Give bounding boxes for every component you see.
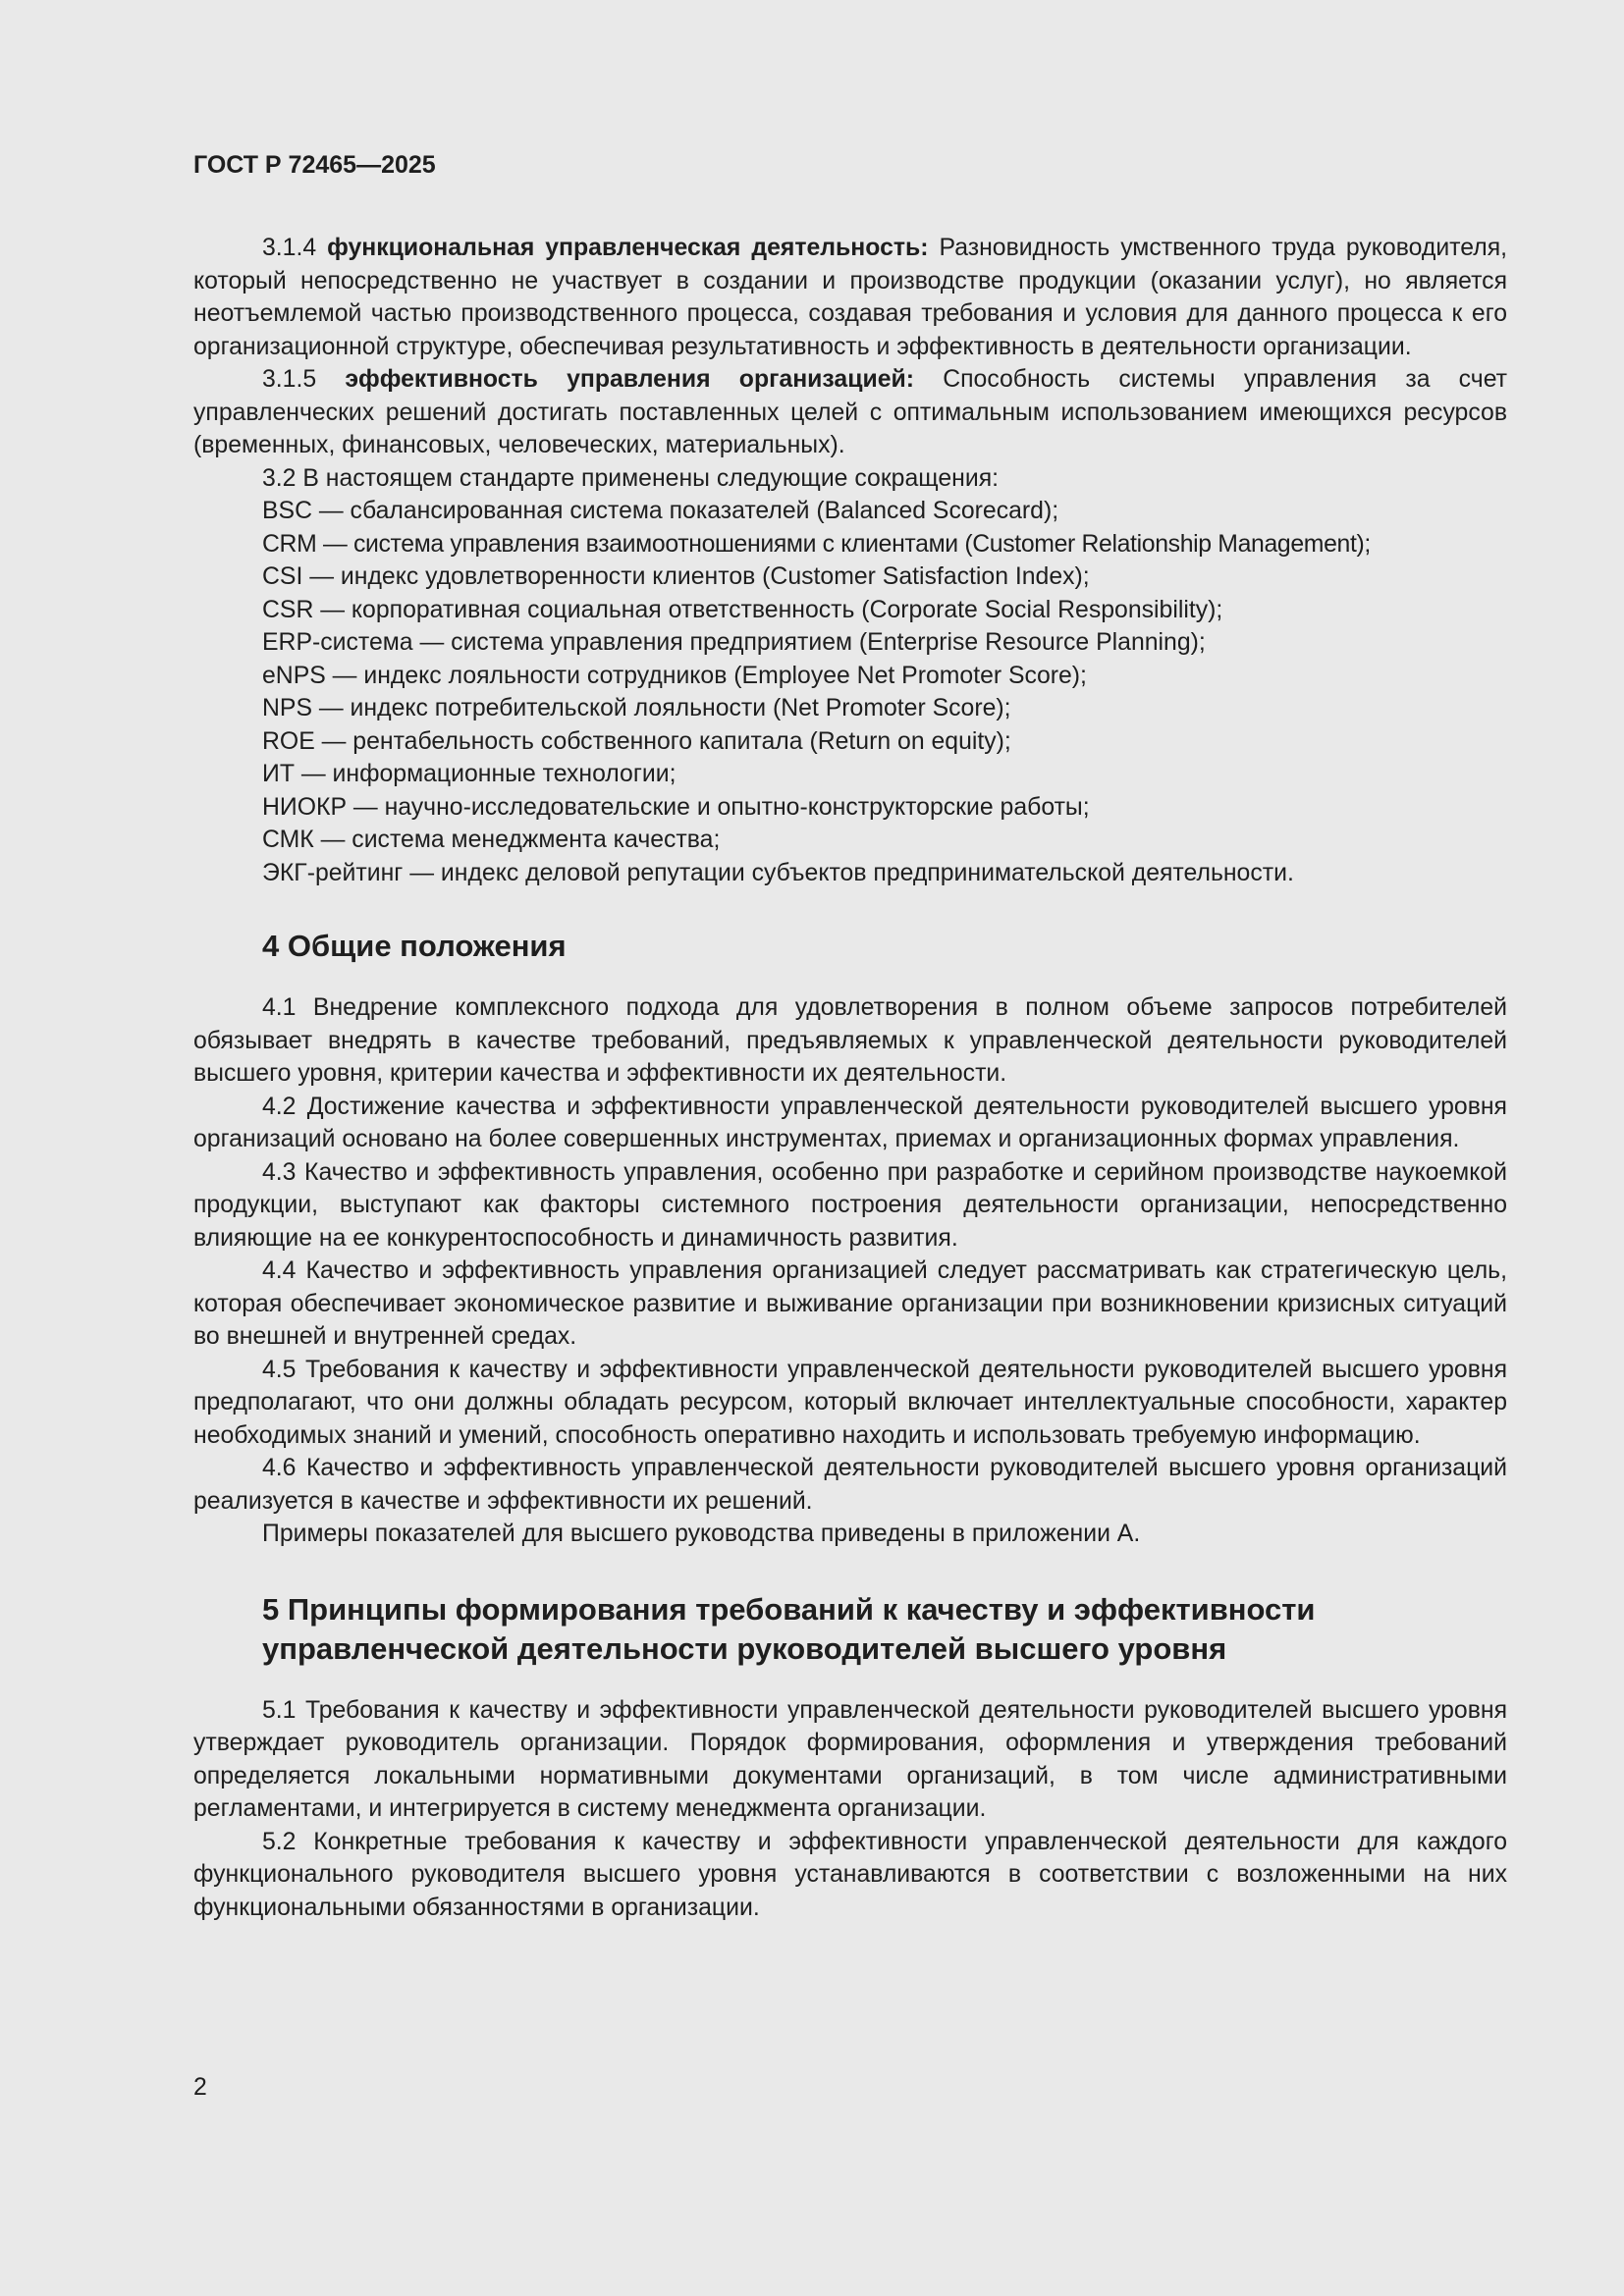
abbreviation-item: eNPS — индекс лояльности сотрудников (Employee Net Promoter Score); bbox=[262, 662, 1087, 689]
abbreviation-item: ЭКГ-рейтинг — индекс деловой репутации субъектов предпринимательской деятельности. bbox=[262, 859, 1294, 886]
definition-number: 3.1.4 bbox=[262, 235, 317, 261]
paragraph-5-1: 5.1 Требования к качеству и эффективности управленческой деятельности руководителей высшего уровня утверждает руководитель организации. Порядок формирования, оформления и утверждения требований определяется локальными нормативными документами организаций, в том числе административными регламентами, и интегрируется в систему менеджмента организации. bbox=[193, 1696, 1507, 1822]
definition-text: Способность системы управления за счет управленческих решений достигать поставленных целей с оптимальным использованием имеющихся ресурсов (временных, финансовых, человеческих, материальных). bbox=[193, 366, 1508, 458]
paragraph-appendix-note: Примеры показателей для высшего руководства приведены в приложении А. bbox=[262, 1521, 1141, 1547]
abbreviation-item: CSI — индекс удовлетворенности клиентов (Customer Satisfaction Index); bbox=[262, 563, 1090, 590]
abbreviation-item: ERP-система — система управления предприятием (Enterprise Resource Planning); bbox=[262, 629, 1206, 656]
paragraph-4-1: 4.1 Внедрение комплексного подхода для удовлетворения в полном объеме запросов потребителей обязывает внедрять в качестве требований, предъявляемых к управленческой деятельности руководителей высшего уровня, критерии качества и эффективности их деятельности. bbox=[193, 994, 1507, 1087]
definition-term: функциональная управленческая деятельность: bbox=[327, 235, 929, 261]
abbreviation-item: NPS — индекс потребительской лояльности (Net Promoter Score); bbox=[262, 695, 1011, 721]
page-number: 2 bbox=[193, 2074, 207, 2101]
abbreviation-item: CRM — система управления взаимоотношениями с клиентами (Customer Relationship Management); bbox=[262, 530, 1371, 558]
abbreviation-item: CSR — корпоративная социальная ответственность (Corporate Social Responsibility); bbox=[262, 596, 1223, 623]
section-5-title bbox=[193, 1590, 1507, 1669]
abbreviations-intro: 3.2 В настоящем стандарте применены следующие сокращения: bbox=[262, 464, 1000, 492]
section-5-title-line-1: 5 Принципы формирования требований к качеству и эффективности bbox=[262, 1591, 1316, 1627]
definition-number: 3.1.5 bbox=[262, 366, 317, 393]
section-4-title: 4 Общие положения bbox=[262, 929, 567, 963]
paragraph-4-4: 4.4 Качество и эффективность управления организацией следует рассматривать как стратегическую цель, которая обеспечивает экономическое развитие и выживание организации при возникновении кризисных ситуаций во внешней и внутренней средах. bbox=[193, 1257, 1507, 1350]
paragraph-4-3: 4.3 Качество и эффективность управления, особенно при разработке и серийном производстве наукоемкой продукции, выступают как факторы системного построения деятельности организации, непосредственно влияющие на ее конкурентоспособность и динамичность развития. bbox=[193, 1158, 1507, 1252]
definition-text: Разновидность умственного труда руководителя, который непосредственно не участвует в создании и производстве продукции (оказании услуг), но является неотъемлемой частью производственного процесса, создавая требования и условия для данного процесса к его организационной структуре, обеспечивая результативность и эффективность в деятельности организации. bbox=[193, 235, 1508, 360]
abbreviation-item: СМК — система менеджмента качества; bbox=[262, 827, 721, 853]
definition-3-1-5 bbox=[193, 363, 1507, 462]
abbreviation-item: BSC — сбалансированная система показателей (Balanced Scorecard); bbox=[262, 498, 1059, 524]
paragraph-5-2: 5.2 Конкретные требования к качеству и эффективности управленческой деятельности для каждого функционального руководителя высшего уровня устанавливаются в соответствии с возложенными на них функциональными обязанностями в организации. bbox=[193, 1828, 1507, 1921]
definition-3-1-4 bbox=[193, 232, 1507, 363]
document-header: ГОСТ Р 72465—2025 bbox=[193, 151, 436, 179]
paragraph-4-6: 4.6 Качество и эффективность управленческой деятельности руководителей высшего уровня организаций реализуется в качестве и эффективности их решений. bbox=[193, 1455, 1507, 1515]
paragraph-4-2: 4.2 Достижение качества и эффективности управленческой деятельности руководителей высшего уровня организаций основано на более совершенных инструментах, приемах и организационных формах управления. bbox=[193, 1093, 1507, 1152]
abbreviation-item: ИТ — информационные технологии; bbox=[262, 761, 677, 787]
abbreviation-item: НИОКР — научно-исследовательские и опытно-конструкторские работы; bbox=[262, 793, 1090, 821]
document-page bbox=[193, 147, 1507, 1924]
paragraph-4-5: 4.5 Требования к качеству и эффективности управленческой деятельности руководителей высшего уровня предполагают, что они должны обладать ресурсом, который включает интеллектуальные способности, характер необходимых знаний и умений, способность оперативно находить и использовать требуемую информацию. bbox=[193, 1356, 1507, 1449]
abbreviation-item: ROE — рентабельность собственного капитала (Return on equity); bbox=[262, 727, 1011, 755]
definition-term: эффективность управления организацией: bbox=[345, 366, 915, 393]
section-5-title-line-2: управленческой деятельности руководителей высшего уровня bbox=[262, 1630, 1227, 1666]
